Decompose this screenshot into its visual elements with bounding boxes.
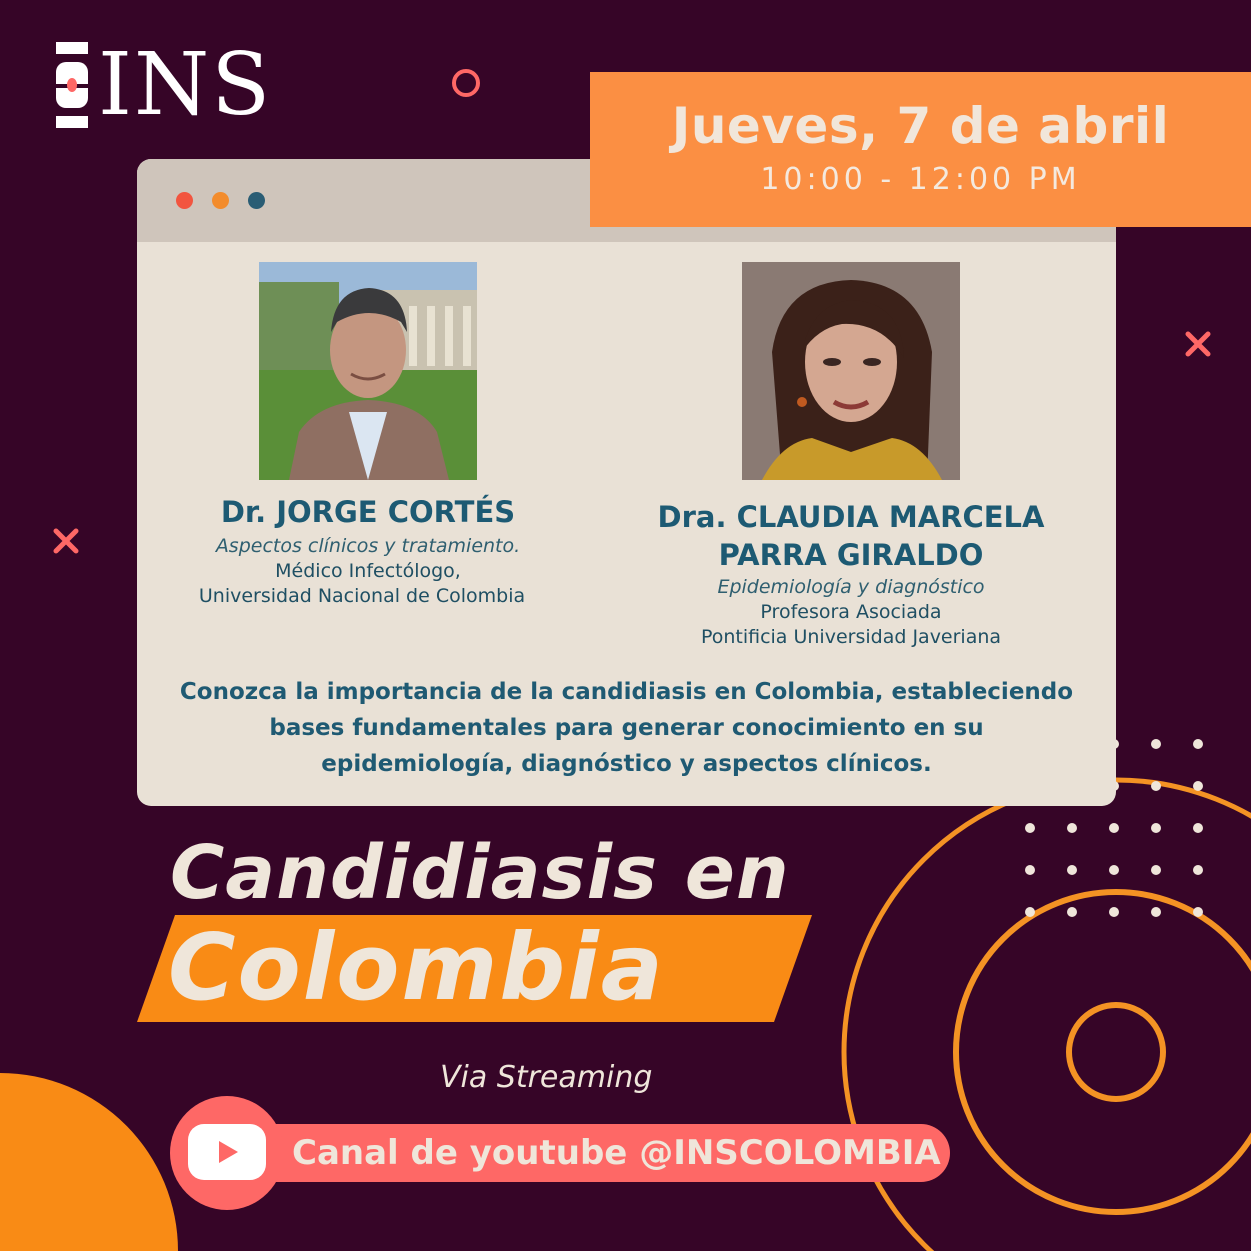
window-dot-teal-icon [248, 192, 265, 209]
decor-dot [1109, 865, 1119, 875]
speaker-1-name: Dr. JORGE CORTÉS [220, 495, 516, 529]
decor-dot [1067, 865, 1077, 875]
decor-dot [1151, 739, 1161, 749]
youtube-badge[interactable] [170, 1096, 284, 1210]
play-icon [219, 1141, 238, 1163]
logo-mark-icon [56, 42, 88, 128]
speaker-2-institution: Pontificia Universidad Javeriana [700, 626, 1002, 648]
speaker-2-role: Profesora Asociada [760, 601, 942, 623]
event-description [177, 674, 1076, 782]
title-line-2: Colombia [168, 914, 665, 1021]
decor-dot [1193, 865, 1203, 875]
decor-dot [1025, 823, 1035, 833]
window-dot-red-icon [176, 192, 193, 209]
decor-dot [1193, 907, 1203, 917]
youtube-channel-label[interactable]: Canal de youtube @INSCOLOMBIA [292, 1133, 941, 1173]
decor-dot [1193, 823, 1203, 833]
speaker-1-photo [259, 262, 477, 480]
decor-dot [1193, 739, 1203, 749]
via-streaming-label: Via Streaming [440, 1060, 653, 1095]
speaker-1-institution: Universidad Nacional de Colombia [198, 585, 526, 607]
decor-dot [1025, 907, 1035, 917]
speaker-2-photo [742, 262, 960, 480]
speaker-2-topic: Epidemiología y diagnóstico [717, 576, 985, 598]
ins-logo [56, 35, 273, 135]
window-dot-orange-icon [212, 192, 229, 209]
description-line-3: epidemiología, diagnóstico y aspectos clínicos. [321, 751, 932, 777]
decor-dot [1109, 823, 1119, 833]
speaker-1-role: Médico Infectólogo, [275, 560, 461, 582]
speaker-2-name-line2: PARRA GIRALDO [718, 538, 984, 572]
description-line-1: Conozca la importancia de la candidiasis en Colombia, estableciendo [179, 679, 1074, 705]
orange-quarter-circle [0, 1073, 178, 1251]
decor-dot [1109, 907, 1119, 917]
event-date: Jueves, 7 de abril [671, 97, 1170, 155]
description-line-2: bases fundamentales para generar conocimiento en su [269, 715, 984, 741]
pink-ring [454, 71, 478, 95]
date-box [590, 72, 1251, 227]
event-time: 10:00 - 12:00 PM [760, 162, 1081, 197]
speaker-2-name-line1: Dra. CLAUDIA MARCELA [657, 500, 1045, 534]
x-mark-right [1188, 334, 1208, 354]
decor-dot [1151, 823, 1161, 833]
decor-dot [1151, 865, 1161, 875]
speakers-card [137, 159, 1116, 806]
decor-dot [1193, 781, 1203, 791]
speaker-1-topic: Aspectos clínicos y tratamiento. [215, 535, 521, 557]
decor-dot [1067, 823, 1077, 833]
decor-dot [1151, 781, 1161, 791]
youtube-icon [188, 1124, 266, 1180]
decor-dot [1067, 907, 1077, 917]
title-line-1: Candidiasis en [170, 830, 790, 916]
decor-dot [1025, 865, 1035, 875]
x-mark-left [56, 531, 76, 551]
logo-text: INS [98, 35, 273, 135]
decor-dot [1151, 907, 1161, 917]
